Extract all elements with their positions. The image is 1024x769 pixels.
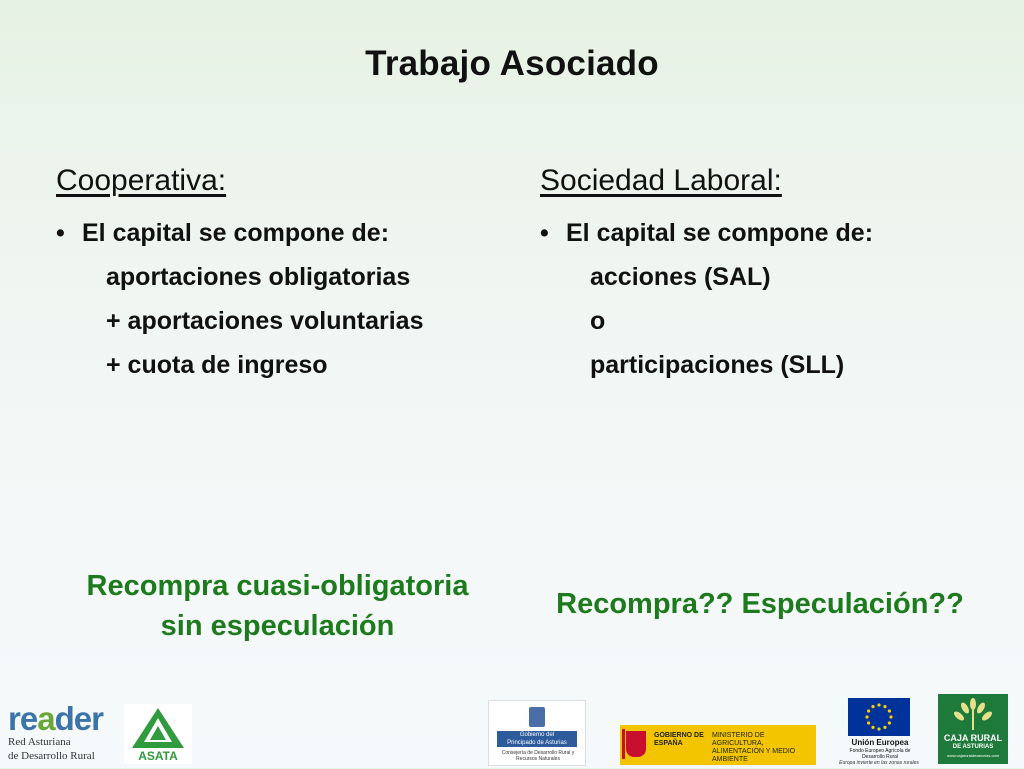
spain-ministry-text: MINISTERIO DE AGRICULTURA, ALIMENTACIÓN Y MEDIO AMBIENTE bbox=[712, 732, 796, 763]
sociedad-laboral-line: acciones (SAL) bbox=[590, 263, 771, 291]
reader-subtitle-2: de Desarrollo Rural bbox=[8, 750, 95, 762]
asturias-line1: Gobierno del bbox=[519, 732, 555, 738]
gobierno-asturias-logo bbox=[488, 700, 586, 766]
caja-rural-logo bbox=[938, 694, 1008, 764]
sociedad-laboral-column bbox=[540, 164, 980, 387]
sociedad-laboral-conclusion: Recompra?? Especulación?? bbox=[556, 588, 964, 620]
slide-title: Trabajo Asociado bbox=[365, 44, 659, 83]
reader-wordmark: reader bbox=[8, 700, 103, 737]
conclusion-line: sin especulación bbox=[160, 610, 395, 642]
svg-text:ASATA: ASATA bbox=[138, 749, 178, 763]
gobierno-espana-logo bbox=[620, 725, 816, 765]
cooperativa-line: + cuota de ingreso bbox=[106, 351, 328, 379]
sociedad-laboral-line: o bbox=[590, 307, 606, 335]
sociedad-laboral-heading: Sociedad Laboral: bbox=[540, 164, 782, 197]
spain-gov-text: GOBIERNO DE ESPAÑA bbox=[654, 732, 704, 747]
asturias-crest-icon bbox=[529, 707, 545, 727]
caja-rural-subtitle: DE ASTURIAS bbox=[952, 744, 994, 750]
cooperativa-bullet: • El capital se compone de: bbox=[56, 212, 496, 255]
cooperativa-conclusion bbox=[40, 566, 515, 646]
asata-logo bbox=[124, 704, 192, 764]
cooperativa-column bbox=[56, 164, 496, 387]
reader-logo bbox=[8, 700, 120, 764]
cooperativa-line: + aportaciones voluntarias bbox=[106, 307, 424, 335]
cooperativa-heading: Cooperativa: bbox=[56, 164, 227, 197]
wheat-icon bbox=[938, 694, 1008, 734]
union-europea-logo bbox=[839, 698, 919, 768]
eu-subtitle: Fondo Europeo Agrícola de Desarrollo Rural bbox=[849, 748, 911, 760]
conclusion-line: Recompra cuasi-obligatoria bbox=[86, 570, 469, 602]
sociedad-laboral-line: participaciones (SLL) bbox=[590, 351, 845, 379]
caja-rural-title: CAJA RURAL bbox=[943, 733, 1003, 743]
eu-flag-icon bbox=[848, 698, 910, 736]
asturias-line2: Principado de Asturias bbox=[507, 740, 567, 746]
eu-tagline: Europa invierte en las zonas rurales bbox=[839, 760, 919, 766]
asturias-band bbox=[497, 731, 577, 747]
asata-emblem-icon bbox=[124, 704, 192, 764]
spain-bar-icon bbox=[622, 729, 625, 759]
asturias-subtitle: Consejería de Desarrollo Rural y Recursos Naturales bbox=[501, 750, 575, 762]
eu-title: Unión Europea bbox=[851, 738, 909, 747]
caja-rural-url: www.cajaruraldeasturias.com bbox=[946, 753, 1000, 758]
cooperativa-line: aportaciones obligatorias bbox=[106, 263, 411, 291]
reader-subtitle-1: Red Asturiana bbox=[8, 736, 71, 748]
spain-shield-icon bbox=[626, 731, 646, 757]
sociedad-laboral-bullet: • El capital se compone de: bbox=[540, 212, 980, 255]
